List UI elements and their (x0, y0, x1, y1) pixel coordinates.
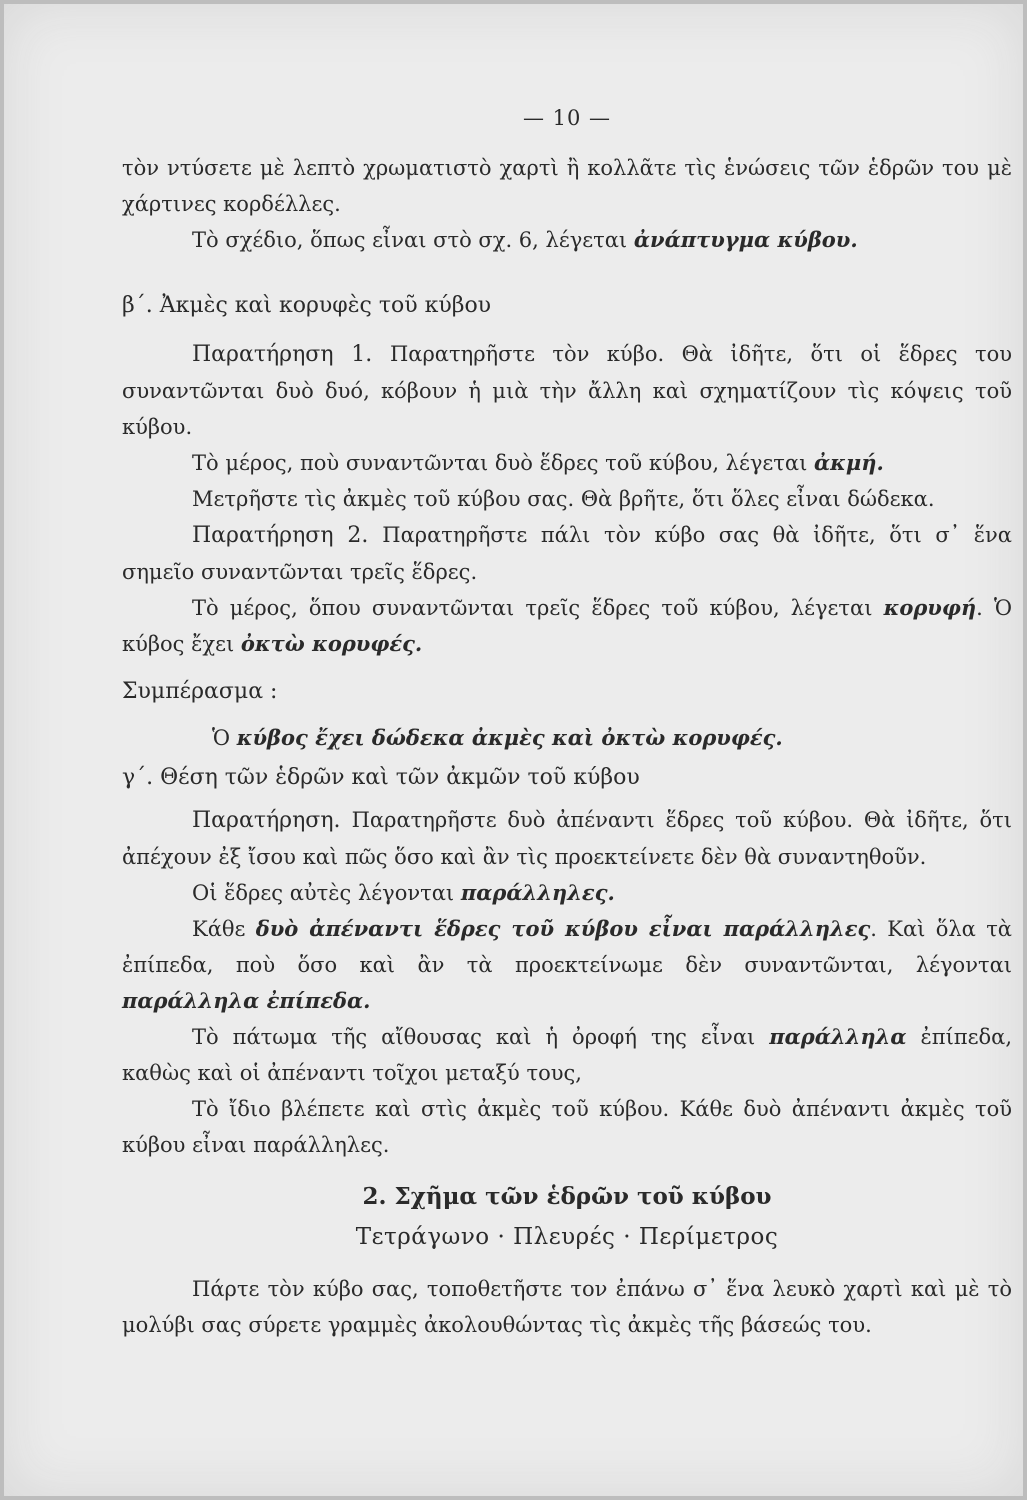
term-parallel: παράλληλες. (460, 880, 615, 905)
term-edge: ἀκμή. (814, 450, 884, 475)
paragraph-parallel-edges: Τὸ ἴδιο βλέπετε καὶ στὶς ἀκμὲς τοῦ κύβου. Κάθε δυὸ ἀπέναντι ἀκμὲς τοῦ κύβου εἶναι παράλληλες. (122, 1097, 1012, 1157)
section-heading-edges-vertices: β΄. Ἀκμὲς καὶ κορυφὲς τοῦ κύβου (122, 293, 492, 318)
observation-3 (122, 802, 1012, 875)
observation-1-text: Παρατηρῆστε τὸν κύβο. Θὰ ἰδῆτε, ὅτι οἱ ἕδρες του συναντῶνται δυὸ δυό, κόβουν ἡ μιὰ τὴν ἄλλη καὶ σχηματίζουν τὶς κόψεις τοῦ κύβου. (122, 342, 1012, 439)
observation-3-text: Παρατηρῆστε δυὸ ἀπέναντι ἕδρες τοῦ κύβου. Θὰ ἰδῆτε, ὅτι ἀπέχουν ἐξ ἴσου καὶ πῶς ὅσο καὶ ἂν τὶς προεκτείνετε δὲν θὰ συναντηθοῦν. (122, 808, 1012, 869)
term-parallel-floor: παράλληλα (769, 1024, 907, 1049)
paragraph-parallel-faces (122, 875, 1012, 911)
vertex-sentence: Τὸ μέρος, ὅπου συναντῶνται τρεῖς ἕδρες τοῦ κύβου, λέγεται (192, 596, 884, 620)
term-eight-vertices: ὀκτὼ κορυφές. (240, 631, 423, 656)
paragraph-vertex-definition (122, 590, 1012, 662)
observation-1 (122, 336, 1012, 445)
term-opposite-faces: δυὸ ἀπέναντι ἕδρες τοῦ κύβου εἶναι παράλληλες (255, 916, 871, 941)
paragraph-parallel-planes (122, 911, 1012, 1019)
section-heading-position: γ΄. Θέση τῶν ἑδρῶν καὶ τῶν ἀκμῶν τοῦ κύβου (122, 765, 640, 790)
paragraph-floor-ceiling (122, 1019, 1012, 1091)
conclusion-statement (122, 720, 1012, 756)
parallel-sentence: Οἱ ἕδρες αὐτὲς λέγονται (192, 881, 461, 905)
floor-sentence: Τὸ πάτωμα τῆς αἴθουσας καὶ ἡ ὀροφή της εἶναι (192, 1025, 770, 1049)
edge-sentence: Τὸ μέρος, ποὺ συναντῶνται δυὸ ἕδρες τοῦ κύβου, λέγεται (192, 451, 814, 475)
observation-2-text: Παρατηρῆστε πάλι τὸν κύβο σας θὰ ἰδῆτε, ὅτι σ᾿ ἕνα σημεῖο συναντῶνται τρεῖς ἕδρες. (122, 523, 1012, 584)
term-parallel-planes: παράλληλα ἐπίπεδα. (122, 988, 371, 1013)
observation-1-label: Παρατήρηση 1. (192, 342, 390, 367)
book-page (4, 4, 1023, 1496)
chapter-subheading: Τετράγωνο · Πλευρές · Περίμετρος (355, 1224, 779, 1250)
observation-2 (122, 517, 1012, 590)
planes-sentence-cont: . Καὶ ὅλα τὰ ἐπίπεδα, ποὺ ὅσο καὶ ἂν τὰ προεκτείνωμε δὲν συναντῶνται, λέγονται (122, 917, 1012, 977)
term-vertex: κορυφή (883, 595, 977, 620)
conclusion-label: Συμπέρασμα : (122, 679, 278, 704)
term-cube-net: ἀνάπτυγμα κύβου. (633, 227, 858, 252)
paragraph-count-edges: Μετρῆστε τὶς ἀκμὲς τοῦ κύβου σας. Θὰ βρῆτε, ὅτι ὅλες εἶναι δώδεκα. (192, 487, 935, 511)
paragraph-covering: τὸν ντύσετε μὲ λεπτὸ χρωματιστὸ χαρτὶ ἢ κολλᾶτε τὶς ἑνώσεις τῶν ἑδρῶν του μὲ χάρτινες κορδέλλες. (122, 156, 1012, 216)
paragraph-trace-base: Πάρτε τὸν κύβο σας, τοποθετῆστε τον ἐπάνω σ᾿ ἕνα λευκὸ χαρτὶ καὶ μὲ τὸ μολύβι σας σύρετε γραμμὲς ἀκολουθώντας τὶς ἀκμὲς τῆς βάσεώς του. (122, 1277, 1012, 1337)
vertex-sentence-cont: . Ὁ κύβος ἔχει (122, 596, 1012, 656)
observation-2-label: Παρατήρηση 2. (192, 523, 383, 548)
conclusion-article: Ὁ (212, 726, 237, 750)
floor-sentence-cont: ἐπίπεδα, καθὼς καὶ οἱ ἀπέναντι τοῖχοι μεταξύ τους, (122, 1025, 1012, 1085)
observation-3-label: Παρατήρηση. (192, 808, 352, 833)
planes-sentence-start: Κάθε (192, 917, 256, 941)
chapter-heading: 2. Σχῆμα τῶν ἑδρῶν τοῦ κύβου (362, 1183, 772, 1210)
paragraph-net-definition (122, 222, 1012, 258)
net-sentence: Τὸ σχέδιο, ὅπως εἶναι στὸ σχ. 6, λέγεται (192, 228, 634, 252)
page-content (122, 100, 1012, 1343)
conclusion-text: κύβος ἔχει δώδεκα ἀκμὲς καὶ ὀκτὼ κορυφές. (236, 725, 783, 750)
page-number: — 10 — (522, 106, 612, 130)
paragraph-edge-definition (122, 445, 1012, 481)
